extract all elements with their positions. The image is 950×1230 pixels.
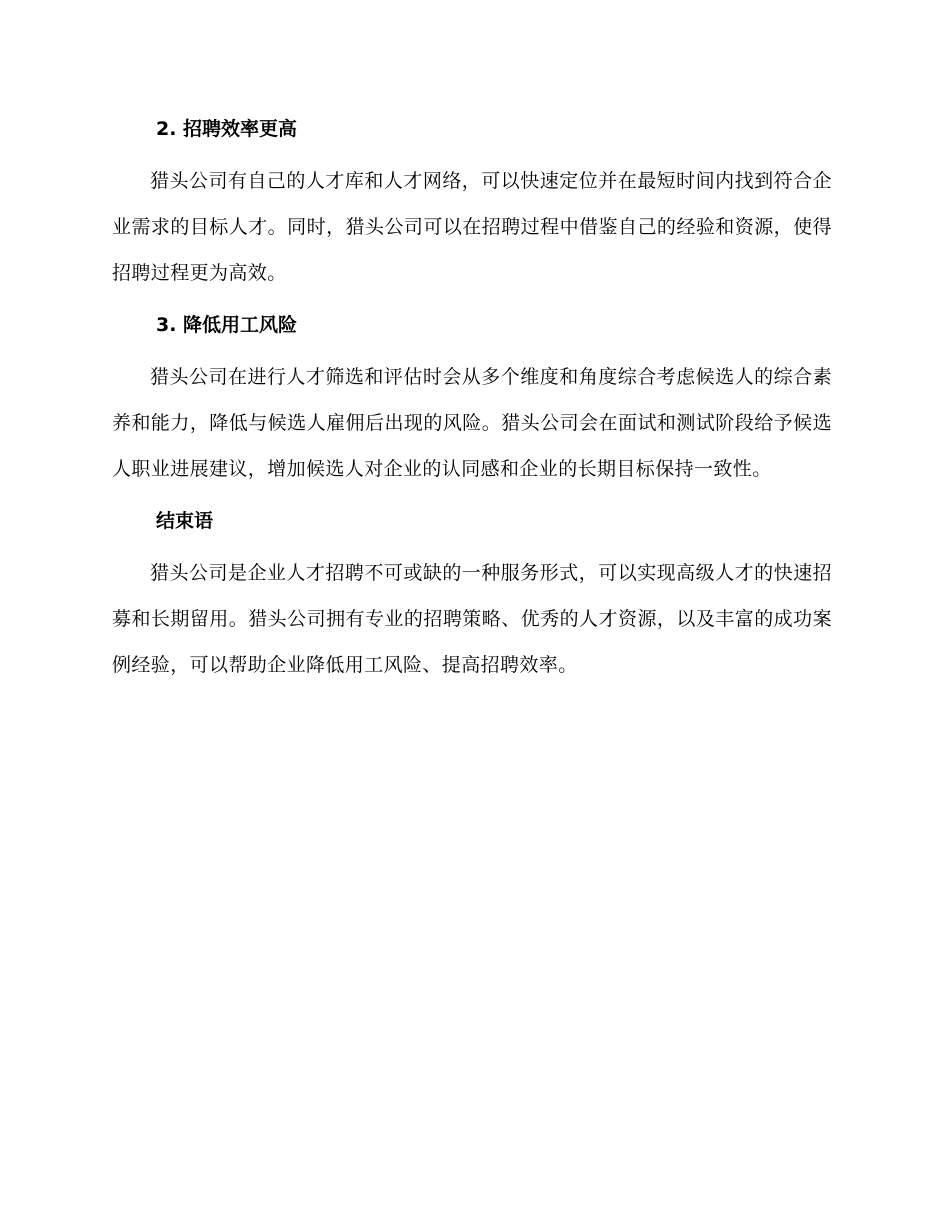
- section-recruiting-efficiency: [112, 112, 832, 308]
- document-body: [112, 112, 832, 688]
- section-heading: 3. 降低用工风险: [156, 314, 298, 336]
- section-paragraph: 猎头公司是企业人才招聘不可或缺的一种服务形式，可以实现高级人才的快速招募和长期留用。猎头公司拥有专业的招聘策略、优秀的人才资源，以及丰富的成功案例经验，可以帮助企业降低用工风险、提高招聘效率。: [112, 562, 832, 676]
- section-heading: 2. 招聘效率更高: [156, 118, 298, 140]
- section-paragraph: 猎头公司在进行人才筛选和评估时会从多个维度和角度综合考虑候选人的综合素养和能力，降低与候选人雇佣后出现的风险。猎头公司会在面试和测试阶段给予候选人职业进展建议，增加候选人对企业的认同感和企业的长期目标保持一致性。: [112, 366, 832, 480]
- section-conclusion: [112, 504, 832, 688]
- section-heading: 结束语: [156, 510, 214, 532]
- section-paragraph: 猎头公司有自己的人才库和人才网络，可以快速定位并在最短时间内找到符合企业需求的目标人才。同时，猎头公司可以在招聘过程中借鉴自己的经验和资源，使得招聘过程更为高效。: [112, 170, 832, 284]
- section-reduce-hiring-risk: [112, 308, 832, 504]
